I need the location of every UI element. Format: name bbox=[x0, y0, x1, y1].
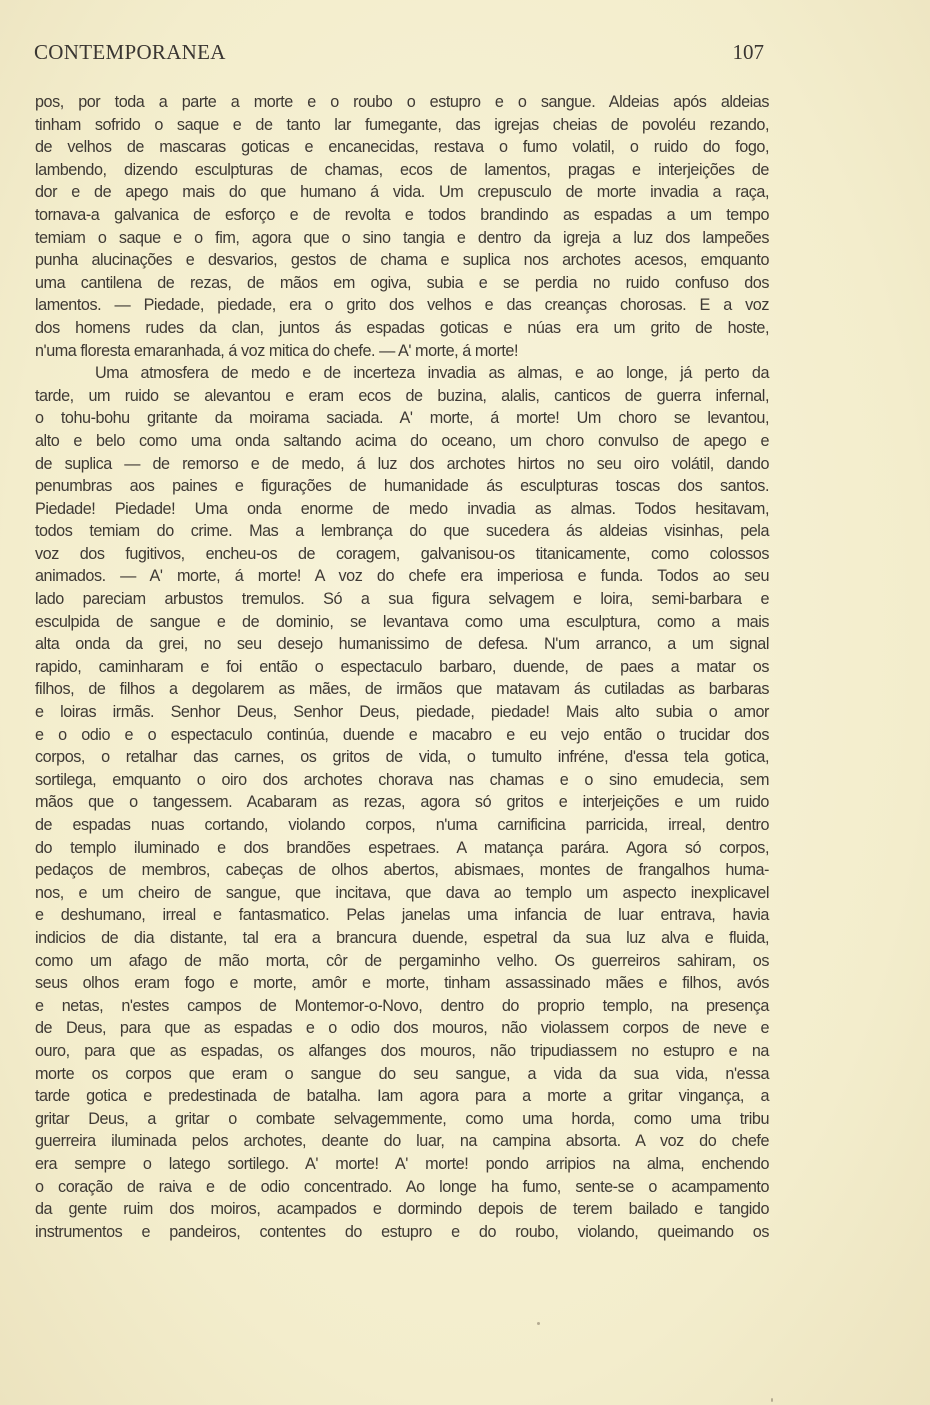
paragraph-1-line: lambendo, dizendo esculpturas de chamas, ecos de lamentos, pragas e interjeições de bbox=[35, 160, 769, 179]
paragraph-2-line: Piedade! Piedade! Uma onda enorme de medo invadia as almas. Todos hesitavam, bbox=[35, 499, 769, 518]
running-title: CONTEMPORANEA bbox=[34, 40, 226, 64]
paragraph-2-line: morte os corpos que eram o sangue do seu sangue, a vida da sua vida, n'essa bbox=[35, 1064, 769, 1083]
paragraph-2-line: era sempre o latego sortilego. A' morte! A' morte! pondo arripios na alma, enchendo bbox=[35, 1154, 769, 1173]
paragraph-1-line: tornava-a galvanica de esforço e de revolta e todos brandindo as espadas a um tempo bbox=[35, 205, 769, 224]
paragraph-1-line: pos, por toda a parte a morte e o roubo o estupro e o sangue. Aldeias após aldeias bbox=[35, 93, 769, 111]
paragraph-2-line: Uma atmosfera de medo e de incerteza invadia as almas, e ao longe, já perto da bbox=[95, 364, 769, 383]
paragraph-2-line: e o odio e o espectaculo continúa, duende e macabro e eu vejo então o trucidar dos bbox=[35, 725, 769, 744]
paper-speck bbox=[771, 1398, 773, 1402]
paragraph-1-line: temiam o saque e o fim, agora que o sino tangia e dentro da igreja a luz dos lampeões bbox=[35, 228, 769, 247]
paragraph-2-line: seus olhos eram fogo e morte, amôr e morte, tinham assassinado mães e filhos, avós bbox=[35, 974, 769, 993]
paragraph-2-line: alta onda da grei, no seu desejo humanissimo de defesa. N'um arranco, a um signal bbox=[35, 635, 769, 654]
paragraph-2-line: penumbras aos paines e figurações de humanidade ás esculpturas toscas dos santos. bbox=[35, 477, 769, 496]
paragraph-1-line: lamentos. — Piedade, piedade, era o grito dos velhos e das creanças chorosas. E a voz bbox=[35, 296, 769, 315]
paragraph-2-line: filhos, de filhos a degolarem as mães, de irmãos que matavam ás cutiladas as barbaras bbox=[35, 680, 769, 699]
paragraph-1-line: n'uma floresta emaranhada, á voz mitica do chefe. — A' morte, á morte! bbox=[35, 341, 519, 360]
paragraph-2-line: instrumentos e pandeiros, contentes do estupro e do roubo, violando, queimando os bbox=[35, 1222, 769, 1241]
paragraph-2-line: o coração de raiva e de odio concentrado. Ao longe ha fumo, sente-se o acampamento bbox=[35, 1177, 769, 1196]
page-header bbox=[34, 40, 764, 70]
paragraph-2-line: tarde gotica e predestinada de batalha. Iam agora para a morte a gritar vingança, a bbox=[35, 1087, 769, 1106]
paragraph-2-line: esculpida de sangue e de dominio, se levantava como uma esculptura, como a mais bbox=[35, 612, 769, 631]
paragraph-2-line: como um afago de mão morta, côr de pergaminho velho. Os guerreiros sahiram, os bbox=[35, 951, 769, 970]
paragraph-2-line: e loiras irmãs. Senhor Deus, Senhor Deus, piedade, piedade! Mais alto subia o amor bbox=[35, 703, 769, 722]
paragraph-2-line: guerreira iluminada pelos archotes, deante do luar, na campina absorta. A voz do chefe bbox=[35, 1132, 769, 1151]
paragraph-1-line: dor e de apego mais do que humano á vida. Um crepusculo de morte invadia a raça, bbox=[35, 183, 769, 202]
body-text bbox=[35, 91, 769, 1243]
paragraph-2-line: pedaços de membros, cabeças de olhos abertos, abismaes, montes de frangalhos huma- bbox=[35, 861, 769, 880]
paragraph-1-line: uma cantilena de rezas, de mãos em ogiva, subia e se perdia no ruido confuso dos bbox=[35, 273, 769, 292]
paragraph-2-line: do templo iluminado e dos brandões espetraes. A matança parára. Agora só corpos, bbox=[35, 838, 769, 857]
paragraph-2-line: voz dos fugitivos, encheu-os de coragem, galvanisou-os titanicamente, como colossos bbox=[35, 544, 769, 563]
paragraph-2-line: corpos, o retalhar das carnes, os gritos de vida, o tumulto infréne, d'essa tela gotica, bbox=[35, 748, 769, 767]
paragraph-2-line: de espadas nuas cortando, violando corpos, n'uma carnificina parricida, irreal, dentro bbox=[35, 816, 769, 834]
paragraph-2-line: lado pareciam arbustos tremulos. Só a sua figura selvagem e loira, semi-barbara e bbox=[35, 590, 769, 609]
paragraph-2-line: indicios de dia distante, tal era a brancura duende, espetral da sua luz alva e fluida, bbox=[35, 928, 769, 947]
paragraph-2-line: mãos que o tangessem. Acabaram as rezas, agora só gritos e interjeições e um ruido bbox=[35, 793, 769, 812]
paragraph-2-line: da gente ruim dos moiros, acampados e dormindo depois de terem bailado e tangido bbox=[35, 1200, 769, 1219]
paragraph-2-line: sortilega, emquanto o oiro dos archotes chorava nas chamas e o sino emudecia, sem bbox=[35, 770, 769, 789]
paragraph-2-line: ouro, para que as espadas, os alfanges dos mouros, não tripudiassem no estupro e na bbox=[35, 1041, 769, 1060]
paragraph-1-line: dos homens rudes da clan, juntos ás espadas goticas e núas era um grito de hoste, bbox=[35, 318, 769, 337]
paragraph-2-line: todos temiam do crime. Mas a lembrança do que sucedera ás aldeias visinhas, pela bbox=[35, 522, 769, 541]
page-number: 107 bbox=[732, 40, 764, 64]
paragraph-2-line: de suplica — de remorso e de medo, á luz dos archotes hirtos no seu oiro volátil, dando bbox=[35, 454, 769, 473]
paragraph-2-line: alto e belo como uma onda saltando acima do oceano, um choro convulso de apego e bbox=[35, 431, 769, 450]
paragraph-2-line: e netas, n'estes campos de Montemor-o-Novo, dentro do proprio templo, na presença bbox=[35, 996, 769, 1015]
paragraph-1-line: punha alucinações e desvarios, gestos de chama e suplica nos archotes acesos, emquanto bbox=[35, 251, 769, 270]
paragraph-2-line: tarde, um ruido se alevantou e eram ecos de buzina, alalis, canticos de guerra infernal, bbox=[35, 386, 769, 405]
paragraph-1-line: de velhos de mascaras goticas e encanecidas, restava o fumo volatil, o ruido do fogo, bbox=[35, 138, 769, 157]
paragraph-2-line: e deshumano, irreal e fantasmatico. Pelas janelas uma infancia de luar entrava, havia bbox=[35, 906, 769, 925]
paragraph-2-line: de Deus, para que as espadas e o odio dos mouros, não violassem corpos de neve e bbox=[35, 1019, 769, 1038]
paragraph-2-line: nos, e um cheiro de sangue, que incitava, que dava ao templo um aspecto inexplicavel bbox=[35, 883, 769, 902]
paragraph-2-line: animados. — A' morte, á morte! A voz do chefe era imperiosa e funda. Todos ao seu bbox=[35, 567, 769, 586]
paragraph-2-line: o tohu-bohu gritante da moirama saciada. A' morte, á morte! Um choro se levantou, bbox=[35, 409, 769, 428]
paper-speck bbox=[537, 1322, 540, 1325]
paragraph-2-line: rapido, caminharam e foi então o espectaculo barbaro, duende, de paes a matar os bbox=[35, 657, 769, 676]
paragraph-1-line: tinham sofrido o saque e de tanto lar fumegante, das igrejas cheias de povoléu rezando, bbox=[35, 115, 769, 134]
paragraph-2-line: gritar Deus, a gritar o combate selvagemmente, como uma horda, como uma tribu bbox=[35, 1109, 769, 1128]
